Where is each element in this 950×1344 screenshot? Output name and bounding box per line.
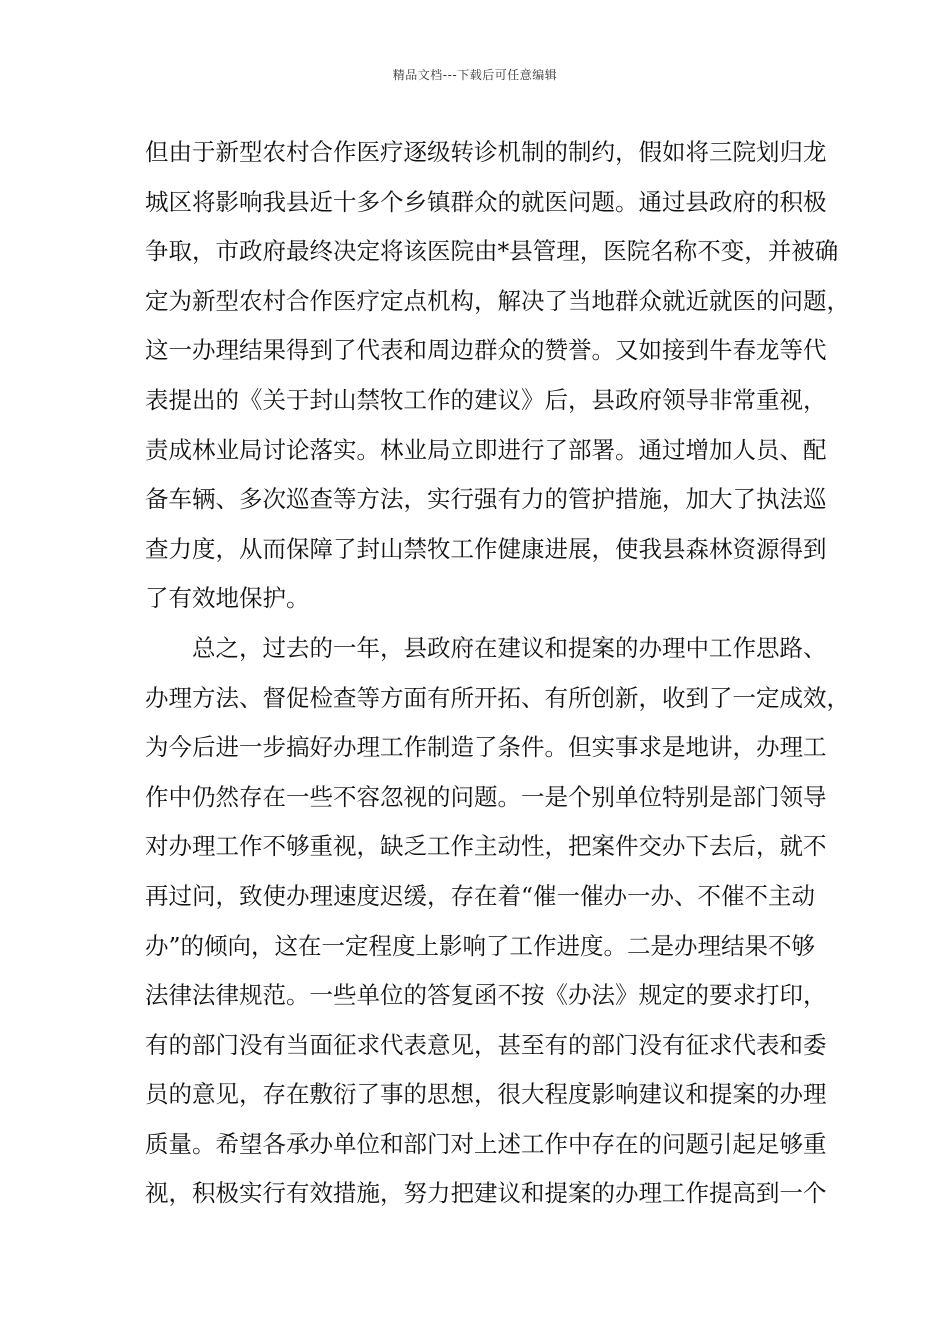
text-line: 责成林业局讨论落实。林业局立即进行了部署。通过增加人员、配 bbox=[145, 435, 827, 464]
text-line: 为今后进一步搞好办理工作制造了条件。但实事求是地讲，办理工 bbox=[145, 733, 827, 762]
text-line: 法律法律规范。一些单位的答复函不按《办法》规定的要求打印， bbox=[145, 981, 827, 1010]
text-line: 视，积极实行有效措施，努力把建议和提案的办理工作提高到一个 bbox=[145, 1179, 827, 1208]
text-line: 备车辆、多次巡查等方法，实行强有力的管护措施，加大了执法巡 bbox=[145, 485, 827, 514]
text-line: 查力度，从而保障了封山禁牧工作健康进展，使我县森林资源得到 bbox=[145, 534, 827, 563]
text-line: 但由于新型农村合作医疗逐级转诊机制的制约，假如将三院划归龙 bbox=[145, 138, 827, 166]
text-line: 办”的倾向，这在一定程度上影响了工作进度。二是办理结果不够 bbox=[145, 931, 816, 960]
body-text bbox=[145, 128, 850, 1219]
text-line: 有的部门没有当面征求代表意见，甚至有的部门没有征求代表和委 bbox=[145, 1030, 827, 1059]
text-line: 争取，市政府最终决定将该医院由*县管理，医院名称不变，并被确 bbox=[145, 237, 839, 266]
text-line: 定为新型农村合作医疗定点机构，解决了当地群众就近就医的问题， bbox=[145, 286, 850, 315]
text-line: 了有效地保护。 bbox=[145, 584, 310, 613]
text-line: 再过问，致使办理速度迟缓，存在着“催一催办一办、不催不主动 bbox=[145, 881, 816, 910]
text-line: 这一办理结果得到了代表和周边群众的赞誉。又如接到牛春龙等代 bbox=[145, 336, 827, 365]
paragraph-start-line: 总之，过去的一年，县政府在建议和提案的办理中工作思路、 bbox=[192, 633, 827, 662]
text-line: 质量。希望各承办单位和部门对上述工作中存在的问题引起足够重 bbox=[145, 1129, 827, 1158]
text-line: 作中仍然存在一些不容忽视的问题。一是个别单位特别是部门领导 bbox=[145, 782, 827, 811]
text-line: 办理方法、督促检查等方面有所开拓、有所创新，收到了一定成效， bbox=[145, 683, 850, 712]
text-line: 表提出的《关于封山禁牧工作的建议》后，县政府领导非常重视， bbox=[145, 385, 827, 414]
page-header: 精品文档---下载后可任意编辑 bbox=[392, 68, 558, 82]
text-line: 城区将影响我县近十多个乡镇群众的就医问题。通过县政府的积极 bbox=[145, 187, 827, 216]
text-line: 员的意见，存在敷衍了事的思想，很大程度影响建议和提案的办理 bbox=[145, 1080, 827, 1109]
text-line: 对办理工作不够重视，缺乏工作主动性，把案件交办下去后，就不 bbox=[145, 832, 827, 861]
